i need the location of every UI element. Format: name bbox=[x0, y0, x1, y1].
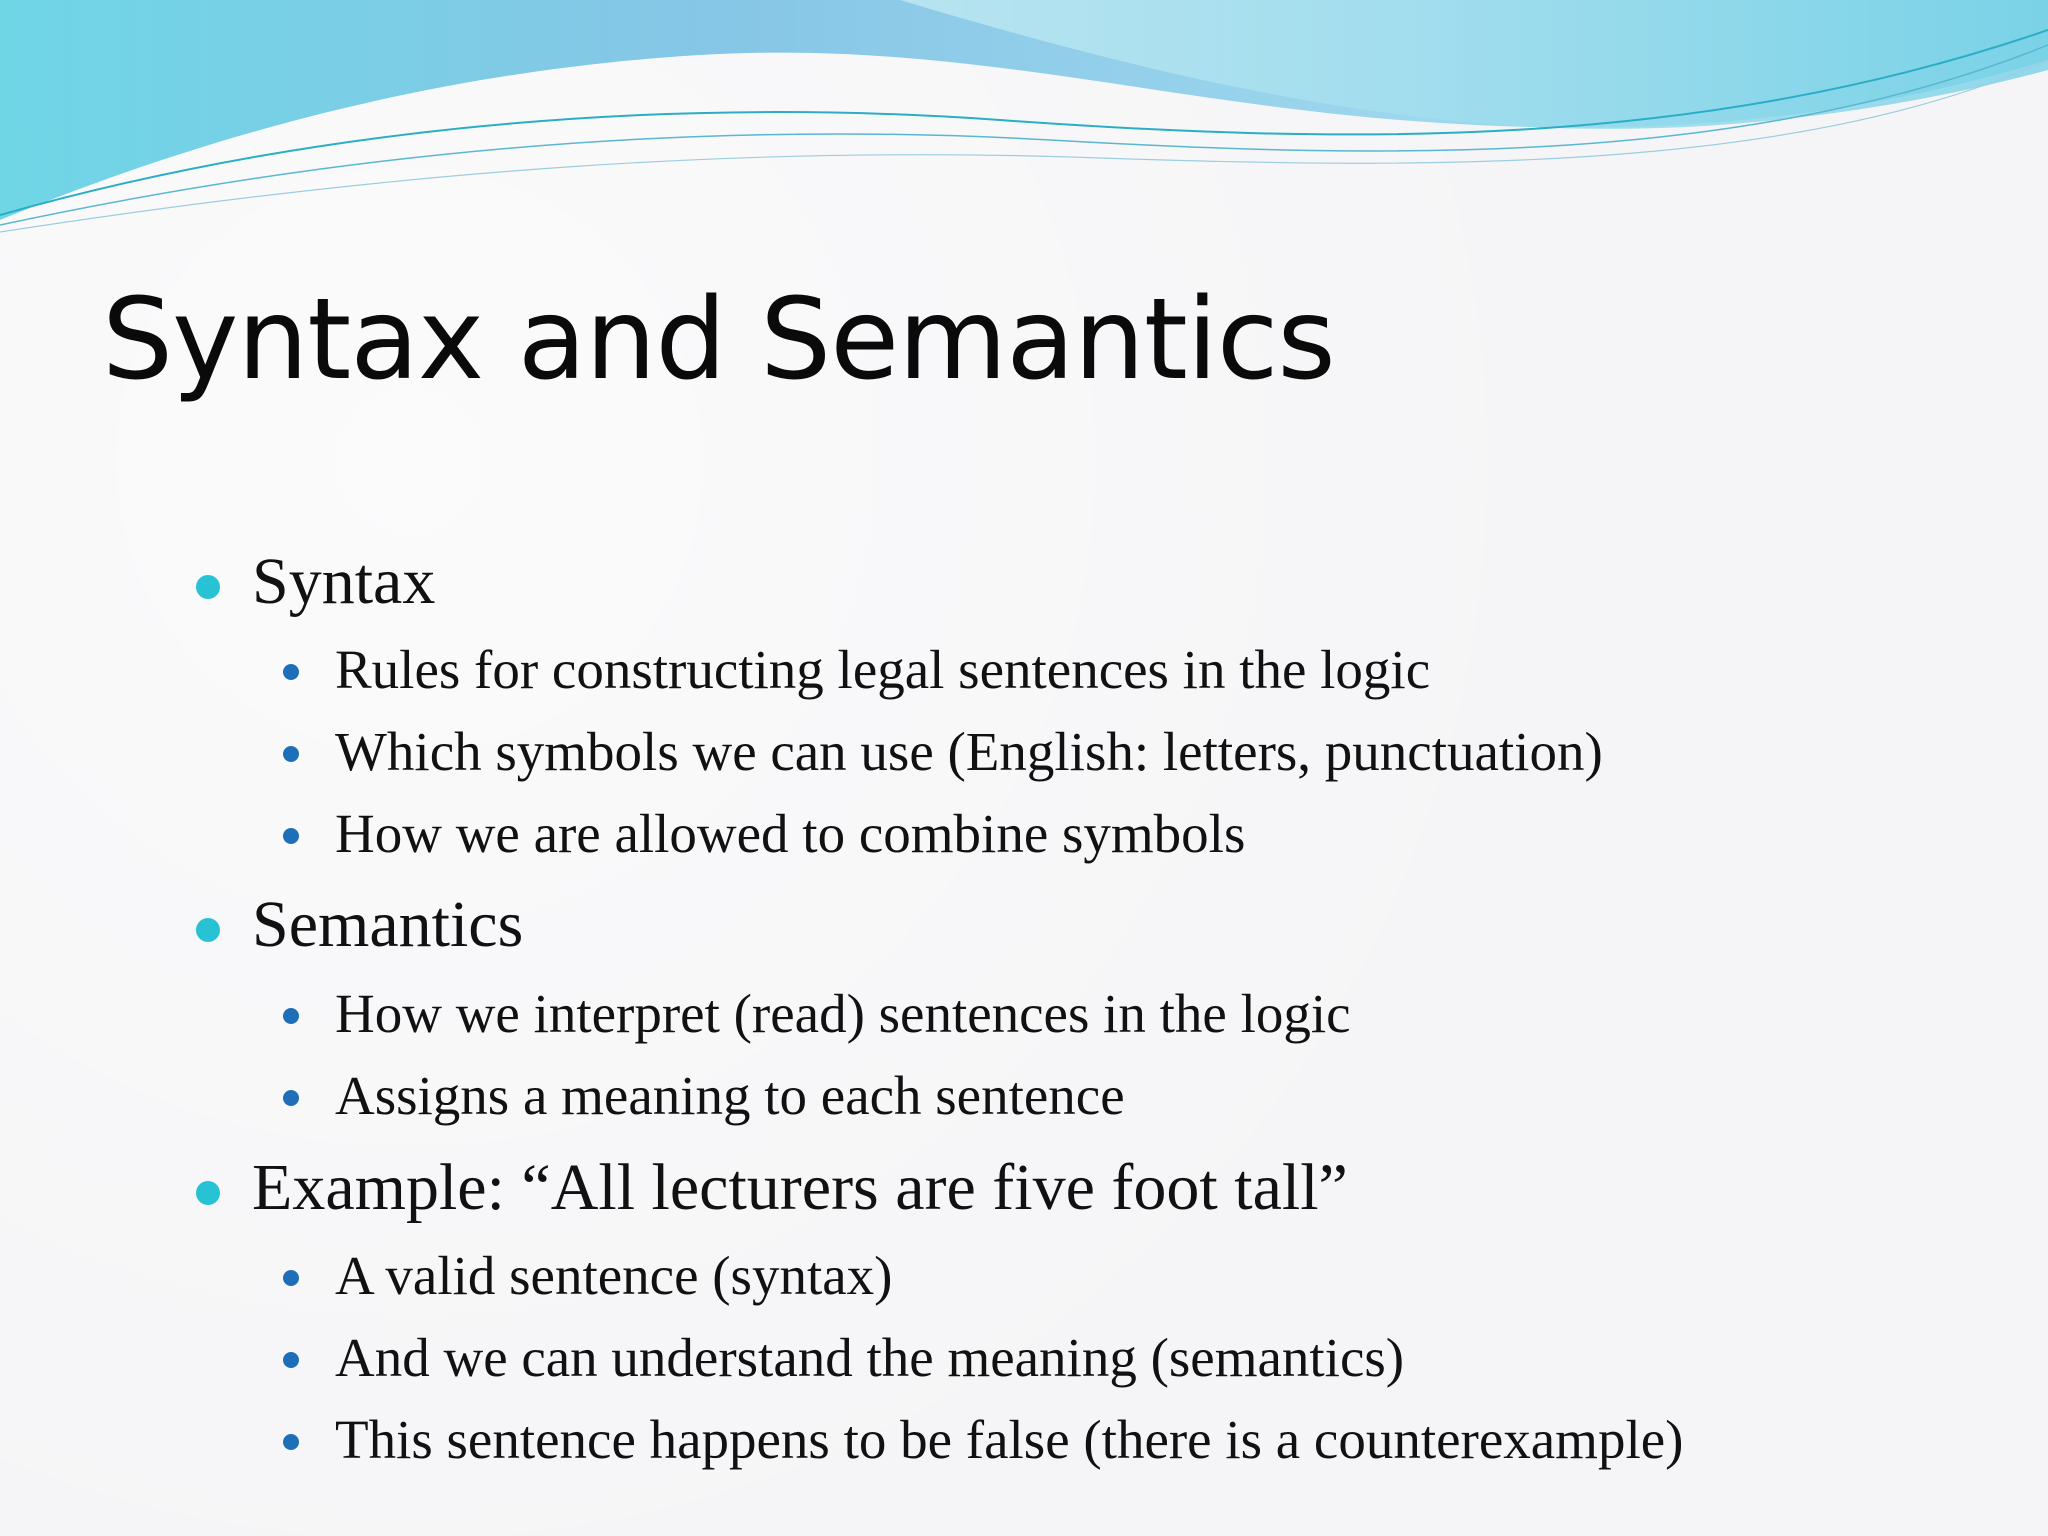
sub-bullet bbox=[335, 1323, 1404, 1393]
bullet-text: Semantics bbox=[252, 888, 524, 961]
bullet-text: Example: “All lecturers are five foot tall” bbox=[252, 1151, 1348, 1224]
sub-bullet-text: Which symbols we can use (English: letters, punctuation) bbox=[335, 721, 1603, 782]
bullet-dot-icon bbox=[283, 1270, 299, 1286]
bullet-dot-icon bbox=[196, 1181, 220, 1205]
bullet-dot-icon bbox=[283, 664, 299, 680]
sub-bullet bbox=[335, 1405, 1683, 1475]
sub-bullet bbox=[335, 1241, 892, 1311]
sub-bullet bbox=[335, 635, 1430, 705]
sub-bullet-text: Rules for constructing legal sentences in the logic bbox=[335, 639, 1431, 700]
bullet-dot-icon bbox=[283, 1434, 299, 1450]
sub-bullet-text: This sentence happens to be false (there is a counterexample) bbox=[335, 1409, 1684, 1470]
bullet-dot-icon bbox=[283, 746, 299, 762]
bullet-dot-icon bbox=[283, 1090, 299, 1106]
bullet-dot-icon bbox=[196, 575, 220, 599]
sub-bullet bbox=[335, 1061, 1125, 1131]
bullet-dot-icon bbox=[283, 828, 299, 844]
sub-bullet-text: How we are allowed to combine symbols bbox=[335, 803, 1246, 864]
sub-bullet bbox=[335, 717, 1603, 787]
bullet-syntax bbox=[252, 542, 435, 622]
slide-title: Syntax and Semantics bbox=[102, 275, 1335, 405]
bullet-dot-icon bbox=[196, 918, 220, 942]
sub-bullet bbox=[335, 799, 1245, 869]
sub-bullet-text: How we interpret (read) sentences in the logic bbox=[335, 983, 1351, 1044]
bullet-example bbox=[252, 1148, 1348, 1228]
sub-bullet-text: A valid sentence (syntax) bbox=[335, 1245, 893, 1306]
sub-bullet bbox=[335, 979, 1351, 1049]
bullet-semantics bbox=[252, 885, 523, 965]
sub-bullet-text: Assigns a meaning to each sentence bbox=[335, 1065, 1125, 1126]
bullet-dot-icon bbox=[283, 1352, 299, 1368]
bullet-dot-icon bbox=[283, 1008, 299, 1024]
sub-bullet-text: And we can understand the meaning (semantics) bbox=[335, 1327, 1405, 1388]
bullet-text: Syntax bbox=[252, 545, 436, 618]
